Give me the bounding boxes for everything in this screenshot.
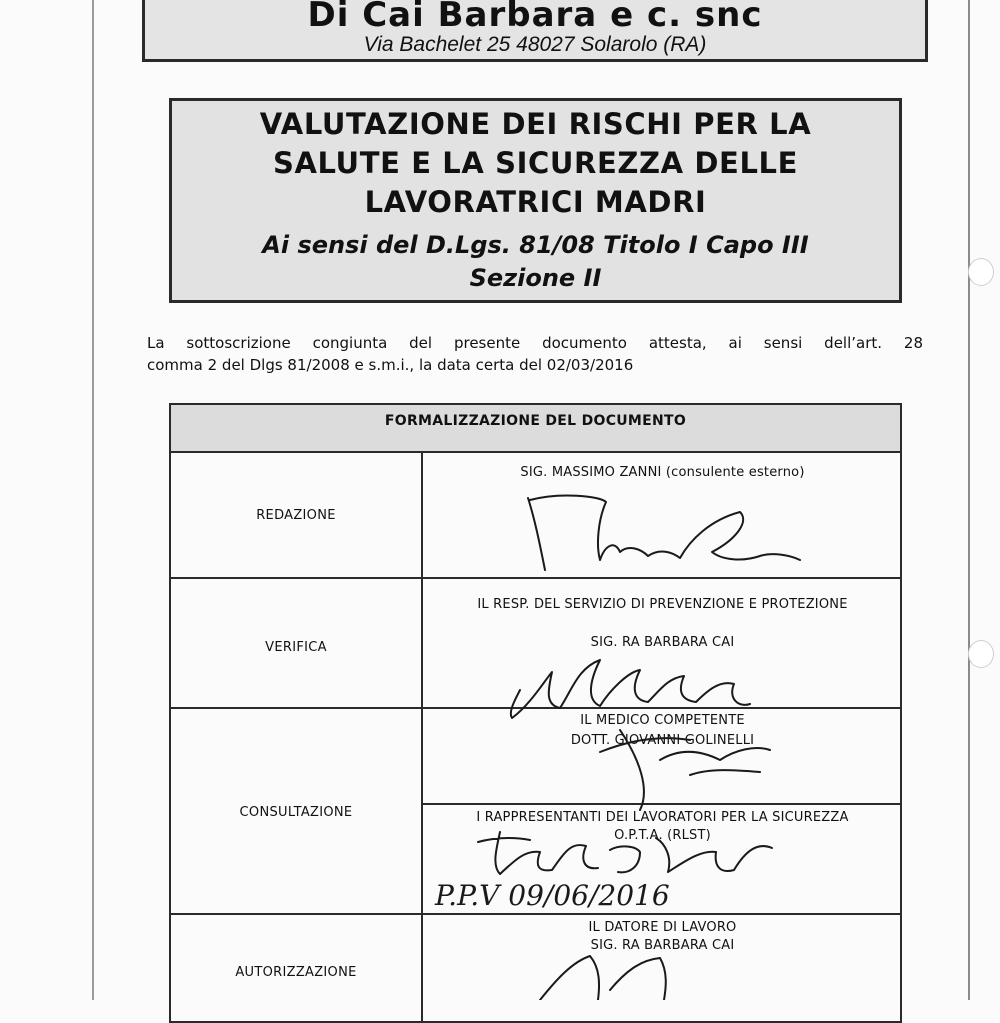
- table-header: FORMALIZZAZIONE DEL DOCUMENTO: [171, 405, 900, 453]
- statement-line-2: comma 2 del Dlgs 81/2008 e s.m.i., la data certa del 02/03/2016: [147, 356, 634, 374]
- handwritten-date: P.P.V 09/06/2016: [435, 879, 670, 912]
- cell-divider: [423, 803, 900, 805]
- row-label-autorizzazione: AUTORIZZAZIONE: [235, 965, 357, 980]
- consultazione-signer-2: O.P.T.A. (RLST): [614, 828, 711, 843]
- title-line-2: SALUTE E LA SICUREZZA DELLE: [272, 146, 799, 180]
- title-subtitle-2: Sezione II: [469, 264, 602, 292]
- page-left-edge: [92, 0, 94, 1000]
- row-divider: [171, 913, 900, 915]
- statement-line-1: La sottoscrizione congiunta del presente documento attesta, ai sensi dell’art. 28: [147, 334, 923, 352]
- autorizzazione-signer: SIG. RA BARBARA CAI: [590, 938, 735, 953]
- row-label-consultazione: CONSULTAZIONE: [239, 805, 353, 820]
- document-title-box: [169, 98, 902, 303]
- verifica-role: IL RESP. DEL SERVIZIO DI PREVENZIONE E PROTEZIONE: [477, 597, 848, 612]
- row-divider: [171, 707, 900, 709]
- page-right-edge: [968, 0, 970, 1000]
- consultazione-signer-1: DOTT. GIOVANNI GOLINELLI: [570, 733, 755, 748]
- company-address: Via Bachelet 25 48027 Solarolo (RA): [363, 33, 707, 56]
- row-label-verifica: VERIFICA: [265, 640, 327, 655]
- consultazione-role-2: I RAPPRESENTANTI DEI LAVORATORI PER LA SICUREZZA: [476, 810, 849, 825]
- consultazione-role-1: IL MEDICO COMPETENTE: [580, 713, 745, 728]
- redazione-signer: SIG. MASSIMO ZANNI (consulente esterno): [520, 465, 805, 480]
- title-line-1: VALUTAZIONE DEI RISCHI PER LA: [259, 107, 812, 141]
- company-header-box: [142, 0, 928, 62]
- verifica-signer: SIG. RA BARBARA CAI: [590, 635, 735, 650]
- title-line-3: LAVORATRICI MADRI: [364, 185, 707, 219]
- formalization-table: [169, 403, 902, 1023]
- punch-hole-top: [968, 258, 994, 286]
- row-divider: [171, 577, 900, 579]
- company-name: Di Cai Barbara e c. snc: [307, 0, 763, 35]
- date-statement: [147, 332, 923, 376]
- row-label-redazione: REDAZIONE: [256, 508, 336, 523]
- punch-hole-bottom: [968, 640, 994, 668]
- title-subtitle-1: Ai sensi del D.Lgs. 81/08 Titolo I Capo III: [262, 231, 809, 259]
- autorizzazione-role: IL DATORE DI LAVORO: [588, 920, 737, 935]
